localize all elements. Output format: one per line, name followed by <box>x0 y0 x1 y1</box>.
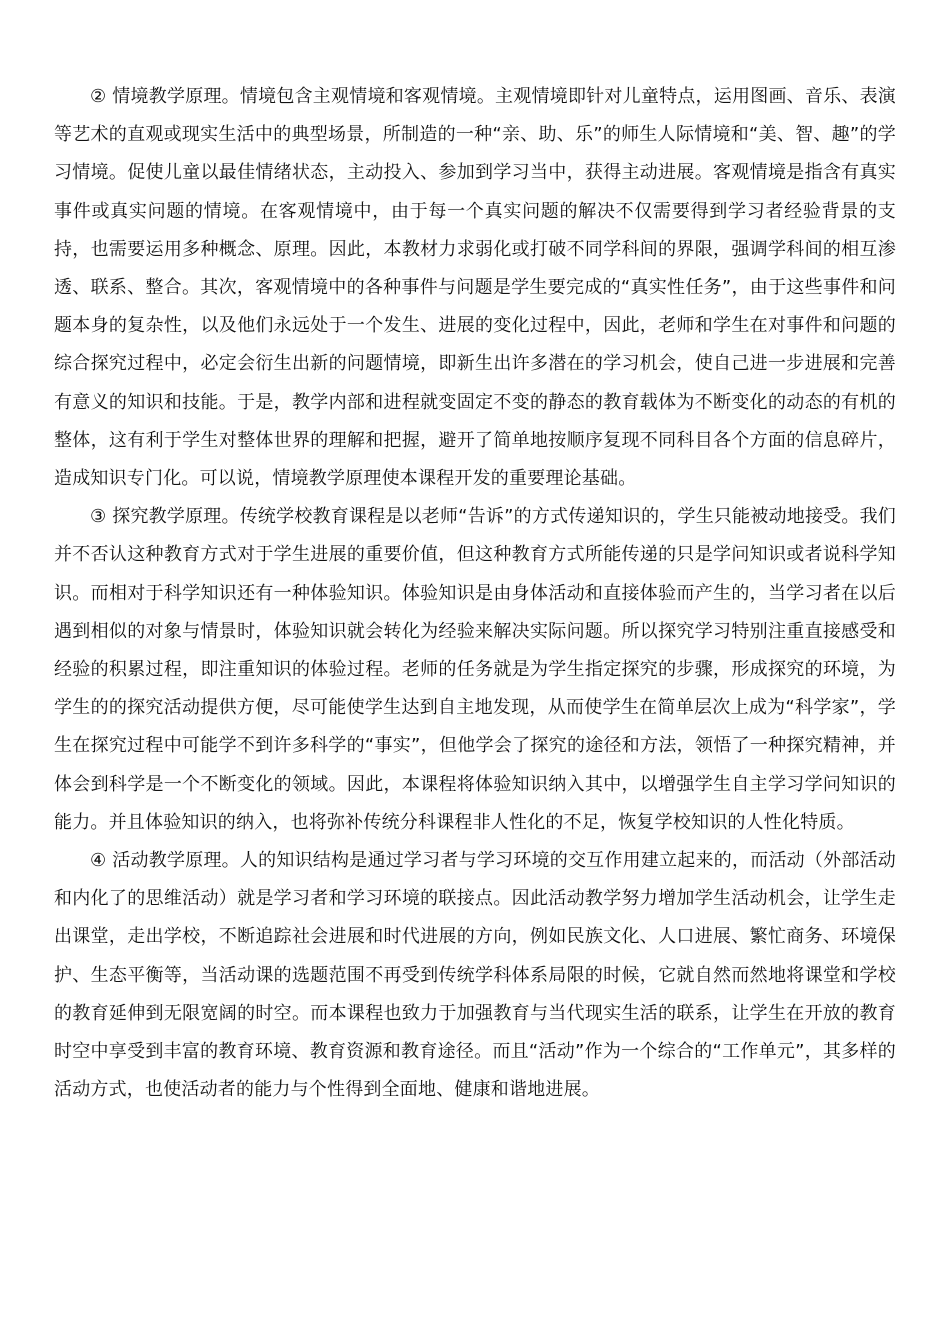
paragraph-situational-teaching: ② 情境教学原理。情境包含主观情境和客观情境。主观情境即针对儿童特点，运用图画、音乐、表演等艺术的直观或现实生活中的典型场景，所制造的一种“亲、助、乐”的师生人际情境和“美、智、趣”的学习情境。促使儿童以最佳情绪状态，主动投入、参加到学习当中，获得主动进展。客观情境是指含有真实事件或真实问题的情境。在客观情境中，由于每一个真实问题的解决不仅需要得到学习者经验背景的支持，也需要运用多种概念、原理。因此，本教材力求弱化或打破不同学科间的界限，强调学科间的相互渗透、联系、整合。其次，客观情境中的各种事件与问题是学生要完成的“真实性任务”，由于这些事件和问题本身的复杂性，以及他们永远处于一个发生、进展的变化过程中，因此，老师和学生在对事件和问题的综合探究过程中，必定会衍生出新的问题情境，即新生出许多潜在的学习机会，使自己进一步进展和完善有意义的知识和技能。于是，教学内部和进程就变固定不变的静态的教育载体为不断变化的动态的有机的整体，这有利于学生对整体世界的理解和把握，避开了简单地按顺序复现不同科目各个方面的信息碎片，造成知识专门化。可以说，情境教学原理使本课程开发的重要理论基础。 <box>54 86 896 490</box>
paragraph-activity-teaching: ④ 活动教学原理。人的知识结构是通过学习者与学习环境的交互作用建立起来的，而活动（外部活动和内化了的思维活动）就是学习者和学习环境的联接点。因此活动教学努力增加学生活动机会，让学生走出课堂，走出学校，不断追踪社会进展和时代进展的方向，例如民族文化、人口进展、繁忙商务、环境保护、生态平衡等，当活动课的选题范围不再受到传统学科体系局限的时候，它就自然而然地将课堂和学校的教育延伸到无限宽阔的时空。而本课程也致力于加强教育与当代现实生活的联系，让学生在开放的教育时空中享受到丰富的教育环境、教育资源和教育途径。而且“活动”作为一个综合的“工作单元”，其多样的活动方式，也使活动者的能力与个性得到全面地、健康和谐地进展。 <box>54 850 896 1101</box>
document-body <box>54 78 896 1109</box>
paragraph-inquiry-teaching: ③ 探究教学原理。传统学校教育课程是以老师“告诉”的方式传递知识的，学生只能被动地接受。我们并不否认这种教育方式对于学生进展的重要价值，但这种教育方式所能传递的只是学问知识或者说科学知识。而相对于科学知识还有一种体验知识。体验知识是由身体活动和直接体验而产生的，当学习者在以后遇到相似的对象与情景时，体验知识就会转化为经验来解决实际问题。所以探究学习特别注重直接感受和经验的积累过程，即注重知识的体验过程。老师的任务就是为学生指定探究的步骤，形成探究的环境，为学生的的探究活动提供方便，尽可能使学生达到自主地发现，从而使学生在简单层次上成为“科学家”，学生在探究过程中可能学不到许多科学的“事实”，但他学会了探究的途径和方法，领悟了一种探究精神，并体会到科学是一个不断变化的领域。因此，本课程将体验知识纳入其中，以增强学生自主学习学问知识的能力。并且体验知识的纳入，也将弥补传统分科课程非人性化的不足，恢复学校知识的人性化特质。 <box>54 506 896 833</box>
